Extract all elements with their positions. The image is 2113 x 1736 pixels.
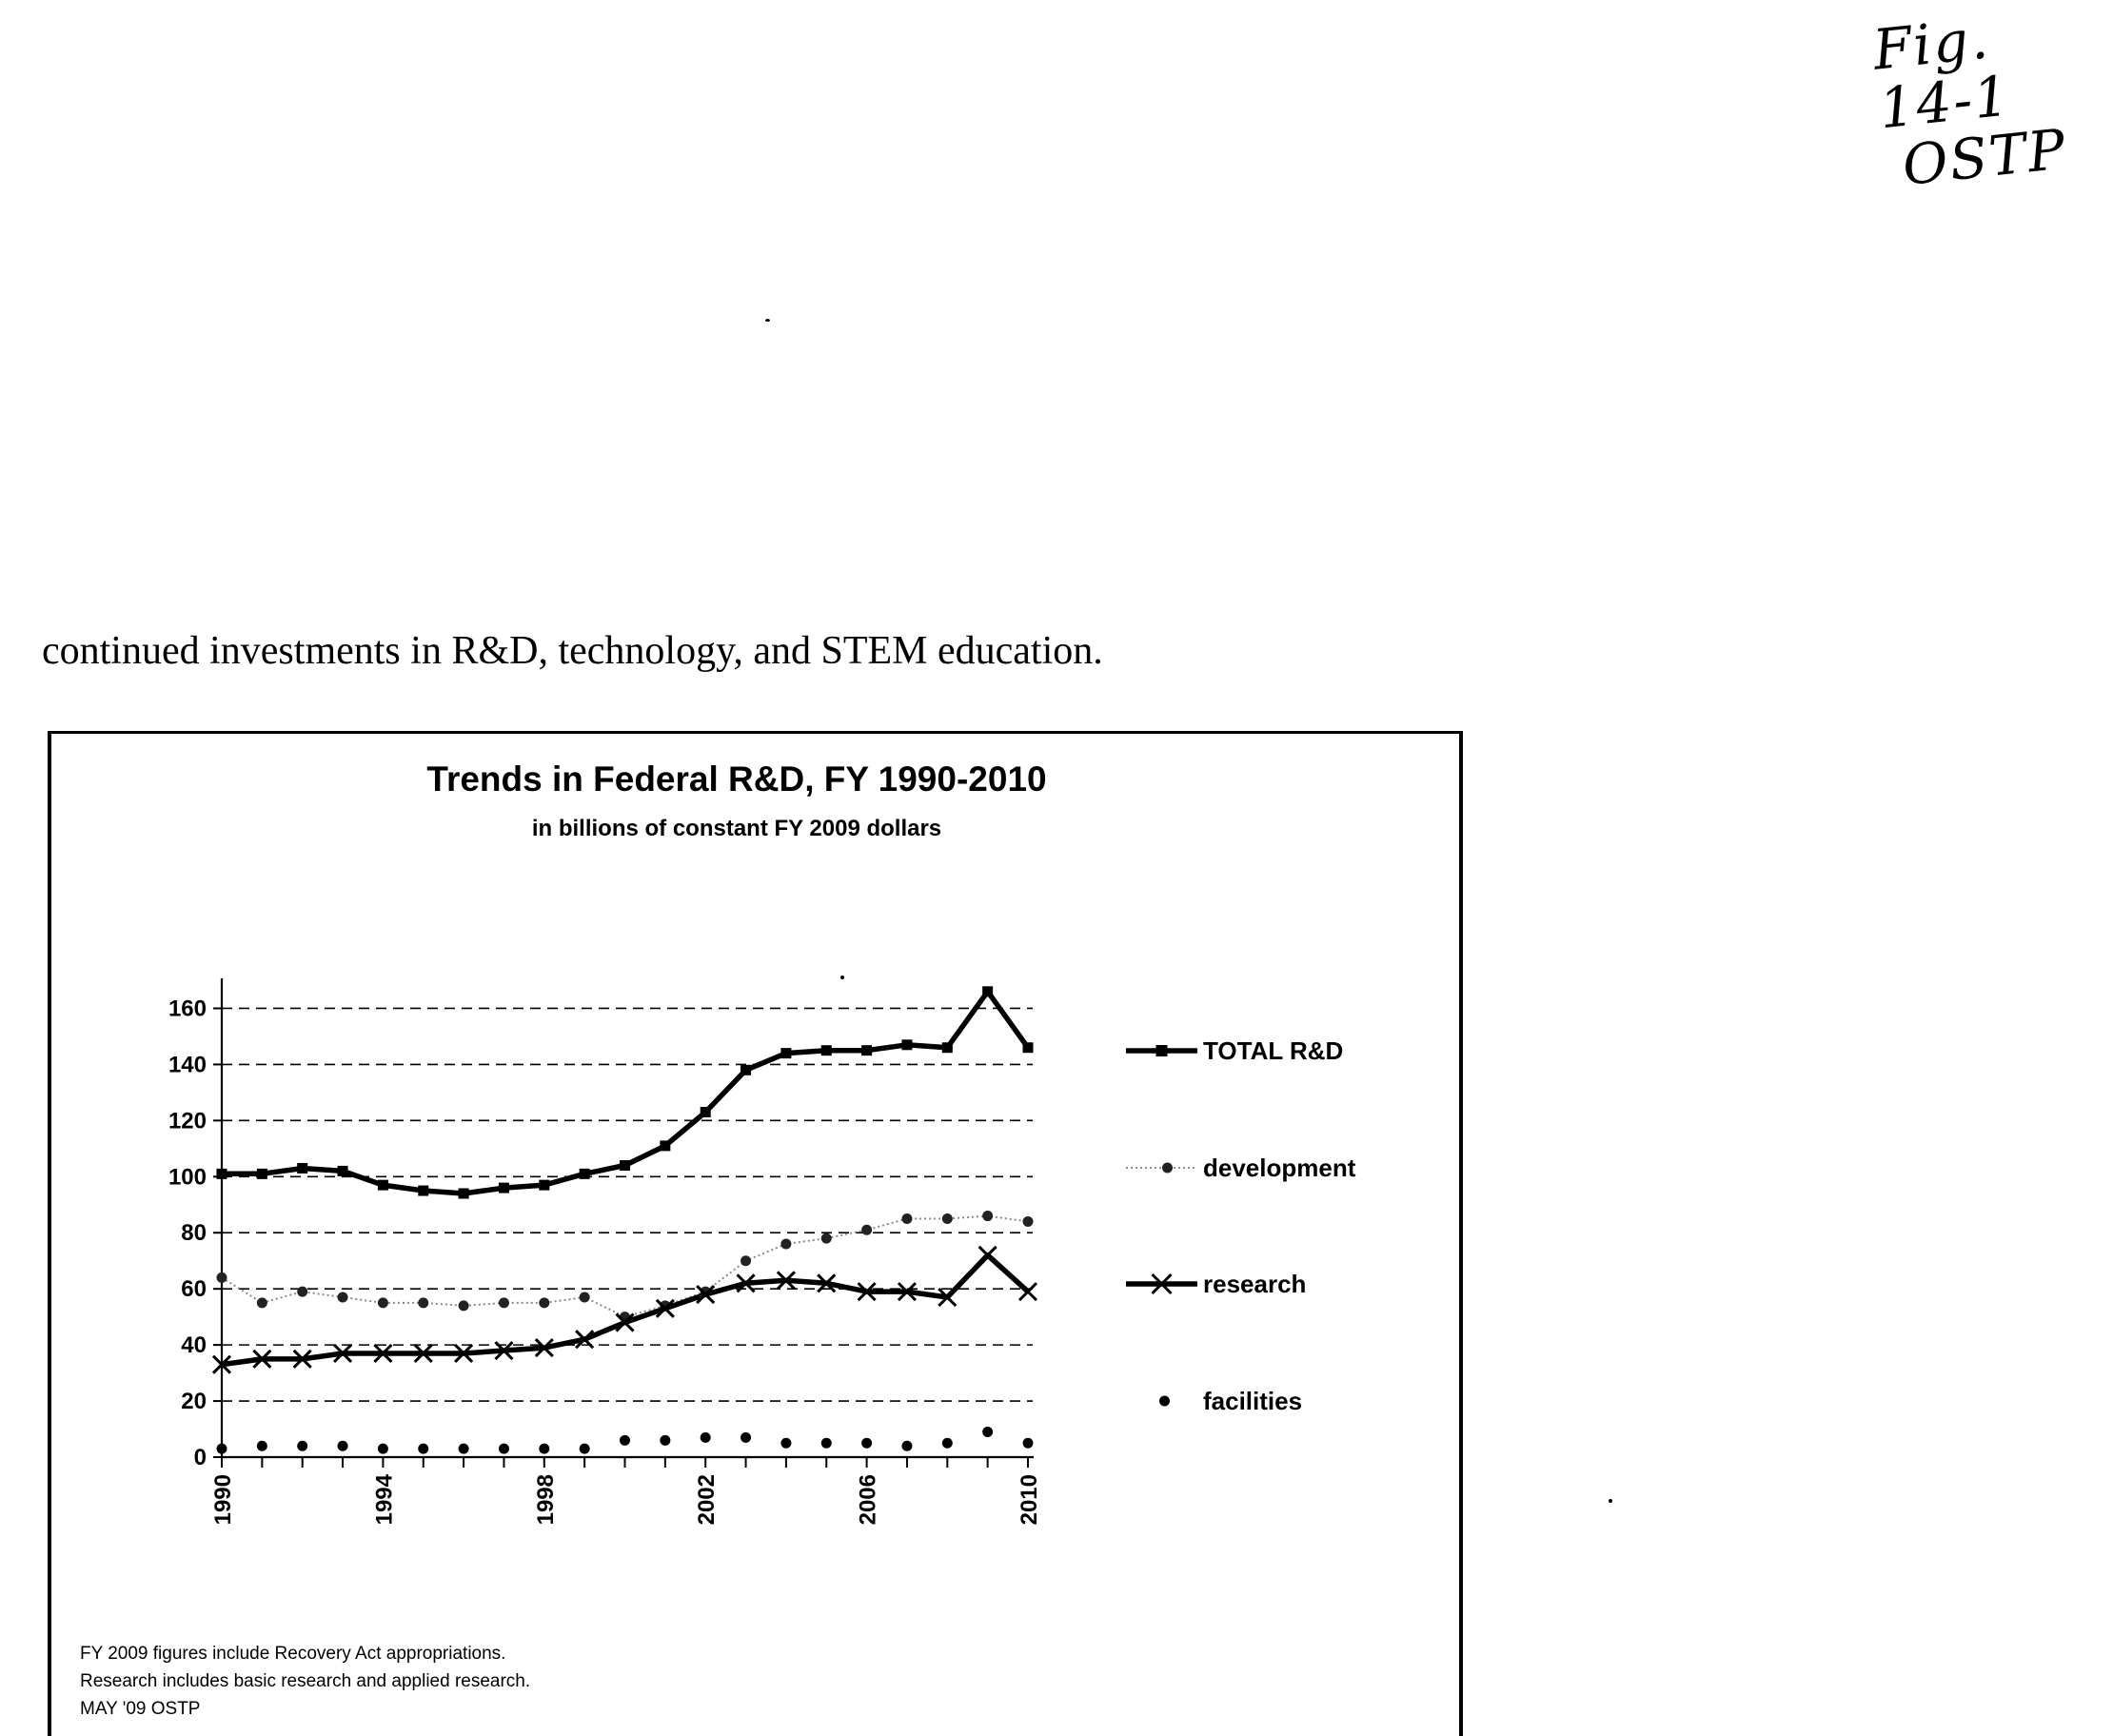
- data-marker-dot: [580, 1292, 590, 1303]
- data-marker-dot: [1159, 1396, 1170, 1407]
- data-marker-dot: [338, 1441, 348, 1451]
- data-marker-square: [741, 1065, 751, 1075]
- note-recovery-act: FY 2009 figures include Recovery Act appropriations.: [80, 1644, 506, 1664]
- data-marker-dot: [297, 1287, 307, 1297]
- legend: [1126, 1036, 1356, 1415]
- data-marker-dot: [217, 1444, 227, 1454]
- data-series: [213, 986, 1037, 1453]
- data-marker-dot: [982, 1211, 993, 1221]
- x-axis-ticks: [210, 1457, 1042, 1525]
- y-tick-label: 160: [168, 996, 207, 1022]
- data-marker-dot: [741, 1255, 751, 1266]
- x-tick-label: 1998: [532, 1474, 559, 1526]
- legend-label: research: [1203, 1270, 1307, 1298]
- series-line: [222, 1255, 1028, 1365]
- data-marker-dot: [741, 1432, 751, 1443]
- data-marker-dot: [418, 1297, 428, 1308]
- data-marker-square: [499, 1183, 509, 1194]
- chart-subtitle: in billions of constant FY 2009 dollars: [531, 816, 942, 841]
- data-marker-square: [1023, 1042, 1034, 1053]
- data-marker-square: [580, 1169, 590, 1179]
- y-tick-label: 20: [181, 1389, 207, 1415]
- x-tick-label: 2010: [1017, 1474, 1042, 1526]
- data-marker-square: [217, 1169, 227, 1179]
- chart-title: Trends in Federal R&D, FY 1990-2010: [426, 760, 1047, 799]
- data-marker-dot: [1023, 1216, 1034, 1227]
- data-marker-square: [418, 1186, 428, 1196]
- y-tick-label: 100: [168, 1164, 207, 1191]
- data-marker-square: [901, 1039, 912, 1050]
- data-marker-dot: [378, 1444, 388, 1454]
- legend-label: facilities: [1203, 1387, 1303, 1415]
- data-marker-square: [620, 1160, 630, 1171]
- data-marker-square: [459, 1188, 469, 1198]
- legend-item: [1159, 1387, 1302, 1415]
- data-marker-dot: [297, 1441, 307, 1451]
- data-marker-dot: [499, 1444, 509, 1454]
- x-tick-label: 2006: [855, 1474, 881, 1526]
- data-marker-dot: [580, 1444, 590, 1454]
- y-tick-label: 140: [168, 1052, 207, 1078]
- y-tick-label: 120: [168, 1108, 207, 1134]
- note-source: MAY '09 OSTP: [80, 1699, 201, 1719]
- data-marker-dot: [942, 1438, 953, 1449]
- data-marker-dot: [982, 1427, 993, 1437]
- data-marker-dot: [338, 1292, 348, 1303]
- series-total-r-d: [217, 986, 1034, 1198]
- data-marker-dot: [1023, 1438, 1034, 1449]
- y-axis-ticks: [168, 996, 222, 1470]
- data-marker-dot: [257, 1297, 267, 1308]
- data-marker-dot: [821, 1233, 832, 1244]
- data-marker-dot: [459, 1300, 469, 1311]
- chart-notes: [80, 1640, 530, 1723]
- data-marker-dot: [418, 1444, 428, 1454]
- y-tick-label: 80: [181, 1220, 207, 1247]
- data-marker-square: [660, 1140, 670, 1151]
- data-marker-dot: [780, 1438, 791, 1449]
- data-marker-dot: [780, 1239, 791, 1250]
- y-tick-label: 40: [181, 1332, 207, 1359]
- x-tick-label: 1994: [371, 1474, 398, 1526]
- data-marker-dot: [378, 1297, 388, 1308]
- data-marker-square: [338, 1166, 348, 1176]
- data-marker-square: [780, 1048, 791, 1058]
- note-research-definition: Research includes basic research and applied research.: [80, 1671, 531, 1691]
- data-marker-square: [257, 1169, 267, 1179]
- data-marker-dot: [942, 1213, 953, 1224]
- data-marker-dot: [217, 1272, 227, 1283]
- gridlines: [222, 1008, 1033, 1401]
- data-marker-square: [982, 986, 993, 996]
- data-marker-square: [297, 1163, 307, 1174]
- series-facilities: [217, 1427, 1034, 1454]
- legend-label: development: [1203, 1154, 1356, 1182]
- data-marker-dot: [539, 1444, 549, 1454]
- x-tick-label: 2002: [694, 1474, 721, 1526]
- data-marker-square: [1156, 1045, 1168, 1056]
- handwritten-line-2: OSTP: [1899, 116, 2070, 199]
- series-development: [217, 1211, 1034, 1322]
- data-marker-dot: [257, 1441, 267, 1451]
- data-marker-dot: [539, 1297, 549, 1308]
- data-marker-dot: [620, 1435, 630, 1446]
- body-text-line: continued investments in R&D, technology, and STEM education.: [42, 629, 1103, 673]
- data-marker-dot: [861, 1438, 872, 1449]
- data-marker-x: [979, 1247, 997, 1264]
- data-marker-dot: [901, 1213, 912, 1224]
- data-marker-dot: [901, 1441, 912, 1451]
- y-tick-label: 60: [181, 1276, 207, 1303]
- legend-item: [1126, 1036, 1343, 1065]
- data-marker-square: [861, 1045, 872, 1055]
- legend-label: TOTAL R&D: [1203, 1036, 1344, 1065]
- legend-item: [1126, 1270, 1306, 1298]
- data-marker-dot: [861, 1225, 872, 1235]
- data-marker-x: [1019, 1283, 1037, 1300]
- data-marker-square: [378, 1180, 388, 1191]
- data-marker-square: [539, 1180, 549, 1191]
- data-marker-dot: [459, 1444, 469, 1454]
- data-marker-dot: [1162, 1163, 1173, 1174]
- data-marker-square: [942, 1042, 953, 1053]
- data-marker-dot: [660, 1435, 670, 1446]
- legend-item: [1126, 1154, 1356, 1182]
- data-marker-square: [821, 1045, 832, 1055]
- x-tick-label: 1990: [210, 1474, 236, 1526]
- series-research: [213, 1247, 1037, 1373]
- data-marker-dot: [701, 1432, 711, 1443]
- y-tick-label: 0: [193, 1445, 207, 1470]
- data-marker-square: [701, 1107, 711, 1117]
- data-marker-dot: [499, 1297, 509, 1308]
- data-marker-dot: [821, 1438, 832, 1449]
- handwritten-line-1: Fig. 14-1: [1869, 6, 2014, 142]
